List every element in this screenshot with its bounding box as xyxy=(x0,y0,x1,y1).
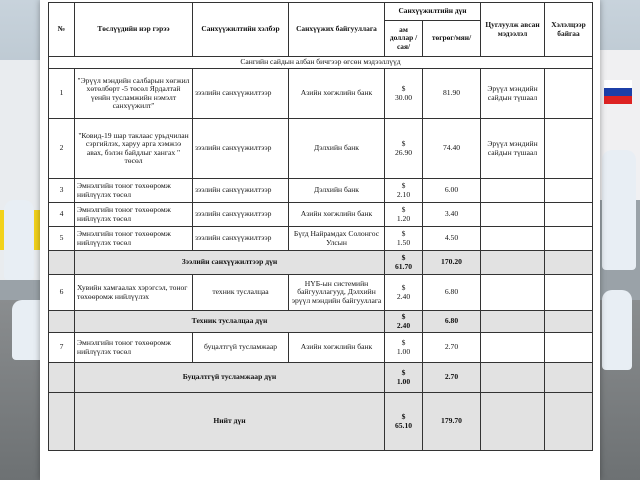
cell-org: Азийн хөгжлийн банк xyxy=(289,333,385,363)
worker-figure xyxy=(602,290,632,370)
cell-name: Хувийн хамгаалах хэрэгсэл, тоног төхөөромж нийлүүлэх xyxy=(75,275,193,311)
usd-value: 1.00 xyxy=(396,346,411,356)
usd-sign: $ xyxy=(401,368,406,377)
cell-signed xyxy=(545,203,593,227)
cell-transfer xyxy=(481,179,545,203)
cell-form: зээлийн санхүүжилтээр xyxy=(193,119,289,179)
usd-sign: $ xyxy=(401,283,406,292)
cell-mnt: 6.80 xyxy=(423,311,481,333)
cell-no: 3 xyxy=(49,179,75,203)
cell-signed xyxy=(545,119,593,179)
cell-usd xyxy=(385,119,423,179)
cell-transfer: Эрүүл мэндийн сайдын түшаал xyxy=(481,119,545,179)
subtotal-label: Зээлийн санхүүжилтээр дүн xyxy=(75,251,385,275)
cell-usd xyxy=(385,69,423,119)
usd-sign: $ xyxy=(401,229,406,238)
table-row xyxy=(49,119,593,179)
header-form: Санхүүжилтийн хэлбэр xyxy=(193,3,289,57)
cell-org: Бүгд Найрамдах Солонгос Улсын xyxy=(289,227,385,251)
header-amount: Санхүүжилтийн дүн xyxy=(385,3,481,21)
cell-no: 6 xyxy=(49,275,75,311)
cell-usd xyxy=(385,333,423,363)
cell-name: Эмнэлгийн тоног төхөөромж нийлүүлэх төсөл xyxy=(75,203,193,227)
usd-sign: $ xyxy=(401,338,406,347)
worker-figure xyxy=(4,200,34,280)
cell-no: 1 xyxy=(49,69,75,119)
subtotal-row xyxy=(49,251,593,275)
cell-name: Эмнэлгийн тоног төхөөромж нийлүүлэх төсөл xyxy=(75,227,193,251)
cell-usd xyxy=(385,393,423,451)
cell-usd xyxy=(385,203,423,227)
usd-value: 1.00 xyxy=(396,376,411,386)
cell-no: 5 xyxy=(49,227,75,251)
header-transfer: Цуглуулж авсан мэдээлэл xyxy=(481,3,545,57)
cell-org: Дэлхийн банк xyxy=(289,179,385,203)
worker-figure xyxy=(602,150,636,270)
header-mnt: төгрөг/мян/ xyxy=(423,21,481,57)
total-label: Нийт дүн xyxy=(75,393,385,451)
header-name: Төслүүдийн нэр гэрээ xyxy=(75,3,193,57)
cell-form: зээлийн санхүүжилтээр xyxy=(193,69,289,119)
usd-value: 1.20 xyxy=(396,213,411,223)
cell-mnt: 179.70 xyxy=(423,393,481,451)
header-org: Санхүүжих байгууллага xyxy=(289,3,385,57)
usd-value: 26.90 xyxy=(394,147,413,157)
cell-form: зээлийн санхүүжилтээр xyxy=(193,179,289,203)
cell-mnt: 6.80 xyxy=(423,275,481,311)
header-usd: ам доллар /сая/ xyxy=(385,21,423,57)
usd-sign: $ xyxy=(401,181,406,190)
cell-usd xyxy=(385,227,423,251)
cell-form: техник туслалцаа xyxy=(193,275,289,311)
subtotal-row xyxy=(49,311,593,333)
table-row xyxy=(49,179,593,203)
cell-transfer: Эрүүл мэндийн сайдын түшаал xyxy=(481,69,545,119)
cell-mnt: 6.00 xyxy=(423,179,481,203)
usd-sign: $ xyxy=(401,205,406,214)
header-signed: Хэлэлцээр байгаа xyxy=(545,3,593,57)
cell-no: 7 xyxy=(49,333,75,363)
cell-mnt: 81.90 xyxy=(423,69,481,119)
flag-icon xyxy=(604,80,632,104)
cell-org: Азийн хөгжлийн банк xyxy=(289,69,385,119)
cell-usd xyxy=(385,179,423,203)
cell-mnt: 74.40 xyxy=(423,119,481,179)
usd-value: 61.70 xyxy=(394,261,413,271)
cell-org: Азийн хөгжлийн банк xyxy=(289,203,385,227)
cell-name: "Ковид-19 шар таклаас урьдчилан сэргийлэх, харуу арга хэмжээ авах, бэлэн байдлыг хангах " төсөл xyxy=(75,119,193,179)
cell-usd xyxy=(385,363,423,393)
usd-sign: $ xyxy=(401,312,406,321)
cell-signed xyxy=(545,69,593,119)
subtotal-row xyxy=(49,363,593,393)
cell-form: зээлийн санхүүжилтээр xyxy=(193,227,289,251)
table-row xyxy=(49,203,593,227)
table-row xyxy=(49,333,593,363)
cell-signed xyxy=(545,227,593,251)
cell-usd xyxy=(385,275,423,311)
cell-form: зээлийн санхүүжилтээр xyxy=(193,203,289,227)
cell-name: Эмнэлгийн тоног төхөөромж нийлүүлэх төсөл xyxy=(75,179,193,203)
cell-form: буцалтгүй тусламжаар xyxy=(193,333,289,363)
header-no: № xyxy=(49,3,75,57)
subtotal-label: Буцалтгүй тусламжаар дүн xyxy=(75,363,385,393)
subtotal-label: Техник туслалцаа дүн xyxy=(75,311,385,333)
usd-value: 65.10 xyxy=(394,420,413,430)
cell-name: Эмнэлгийн тоног төхөөромж нийлүүлэх төсөл xyxy=(75,333,193,363)
cell-transfer xyxy=(481,203,545,227)
usd-value: 2.40 xyxy=(396,320,411,330)
total-row xyxy=(49,393,593,451)
cell-mnt: 4.50 xyxy=(423,227,481,251)
usd-value: 30.00 xyxy=(394,92,413,102)
usd-value: 1.50 xyxy=(396,237,411,247)
cell-mnt: 3.40 xyxy=(423,203,481,227)
usd-value: 2.40 xyxy=(396,291,411,301)
document-sheet xyxy=(40,0,600,480)
cell-org: НҮБ-ын системийн байгууллагууд, Дэлхийн эрүүл мэндийн байгууллага xyxy=(289,275,385,311)
usd-sign: $ xyxy=(401,253,406,262)
section-title: Сангийн сайдын албан бичгээр өгсөн мэдээллүүд xyxy=(49,57,593,69)
cell-name: "Эрүүл мэндийн салбарын хөгжил хөтөлбөрт -5 төсөл Ярдалтай үенйн тусламжийн нэмэлт санхүүжилт" xyxy=(75,69,193,119)
cell-no: 4 xyxy=(49,203,75,227)
cell-mnt: 2.70 xyxy=(423,363,481,393)
table-row xyxy=(49,275,593,311)
usd-sign: $ xyxy=(401,84,406,93)
cell-org: Дэлхийн банк xyxy=(289,119,385,179)
cell-mnt: 170.20 xyxy=(423,251,481,275)
usd-value: 2.10 xyxy=(396,189,411,199)
table-row xyxy=(49,69,593,119)
cell-transfer xyxy=(481,227,545,251)
usd-sign: $ xyxy=(401,412,406,421)
usd-sign: $ xyxy=(401,139,406,148)
cell-no: 2 xyxy=(49,119,75,179)
cell-mnt: 2.70 xyxy=(423,333,481,363)
cell-signed xyxy=(545,179,593,203)
table-row xyxy=(49,227,593,251)
cell-usd xyxy=(385,251,423,275)
cell-usd xyxy=(385,311,423,333)
funding-table xyxy=(48,2,593,451)
